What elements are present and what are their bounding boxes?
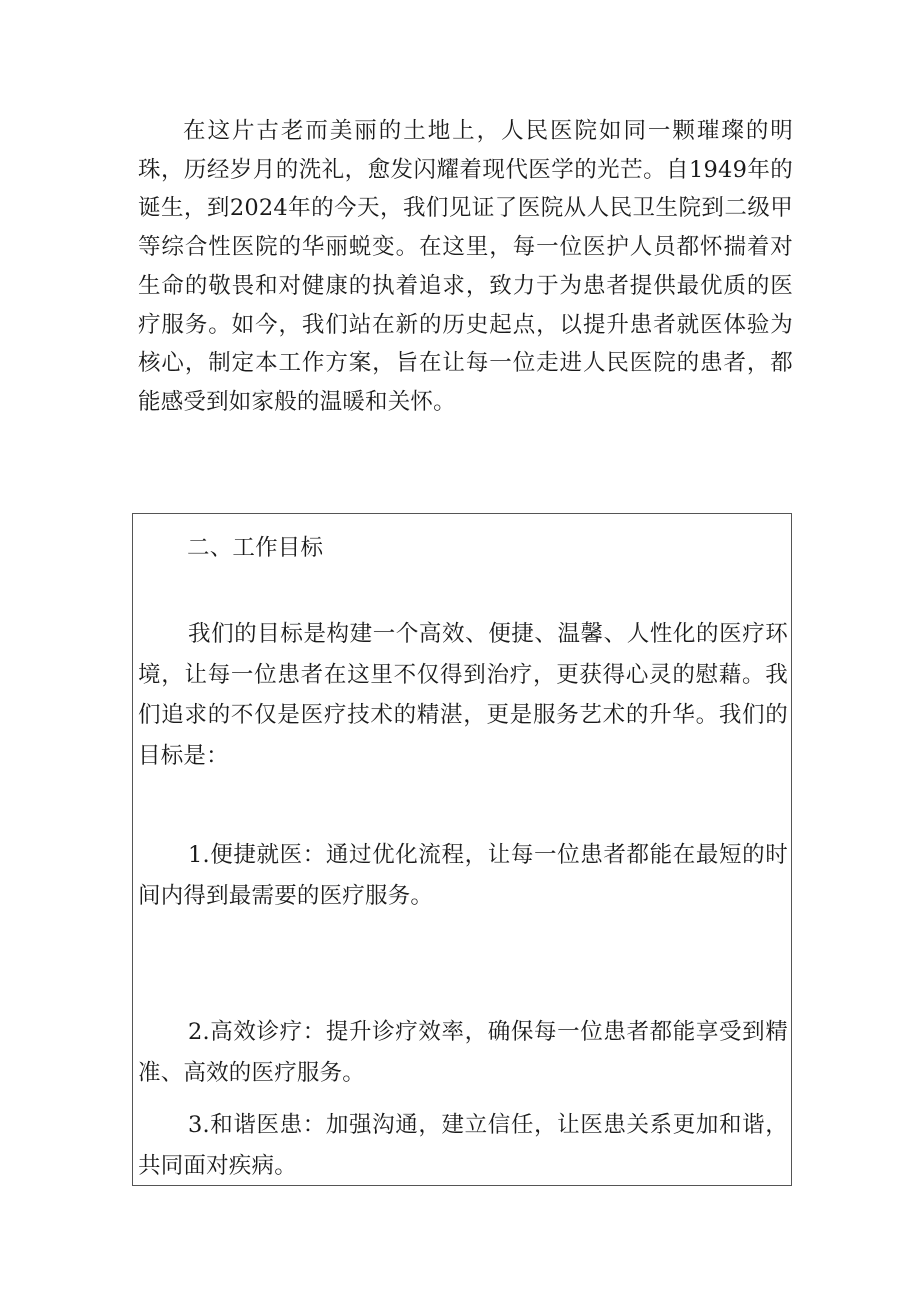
goal-item-1: 1.便捷就医：通过优化流程，让每一位患者都能在最短的时间内得到最需要的医疗服务。: [138, 842, 788, 909]
section-heading: 二、工作目标: [187, 535, 324, 561]
work-goals-box: [132, 513, 792, 1186]
goal-paragraph: 我们的目标是构建一个高效、便捷、温馨、人性化的医疗环境，让每一位患者在这里不仅得到治疗，更获得心灵的慰藉。我们追求的不仅是医疗技术的精湛，更是服务艺术的升华。我们的目标是：: [138, 621, 788, 769]
goal-item-2: 2.高效诊疗：提升诊疗效率，确保每一位患者都能享受到精准、高效的医疗服务。: [138, 1019, 788, 1086]
goal-item-3: 3.和谐医患：加强沟通，建立信任，让医患关系更加和谐，共同面对疾病。: [138, 1112, 788, 1179]
intro-paragraph: 在这片古老而美丽的土地上，人民医院如同一颗璀璨的明珠，历经岁月的洗礼，愈发闪耀着现代医学的光芒。自1949年的诞生，到2024年的今天，我们见证了医院从人民卫生院到二级甲等综合性医院的华丽蜕变。在这里，每一位医护人员都怀揣着对生命的敬畏和对健康的执着追求，致力于为患者提供最优质的医疗服务。如今，我们站在新的历史起点，以提升患者就医体验为核心，制定本工作方案，旨在让每一位走进人民医院的患者，都能感受到如家般的温暖和关怀。: [138, 118, 793, 415]
